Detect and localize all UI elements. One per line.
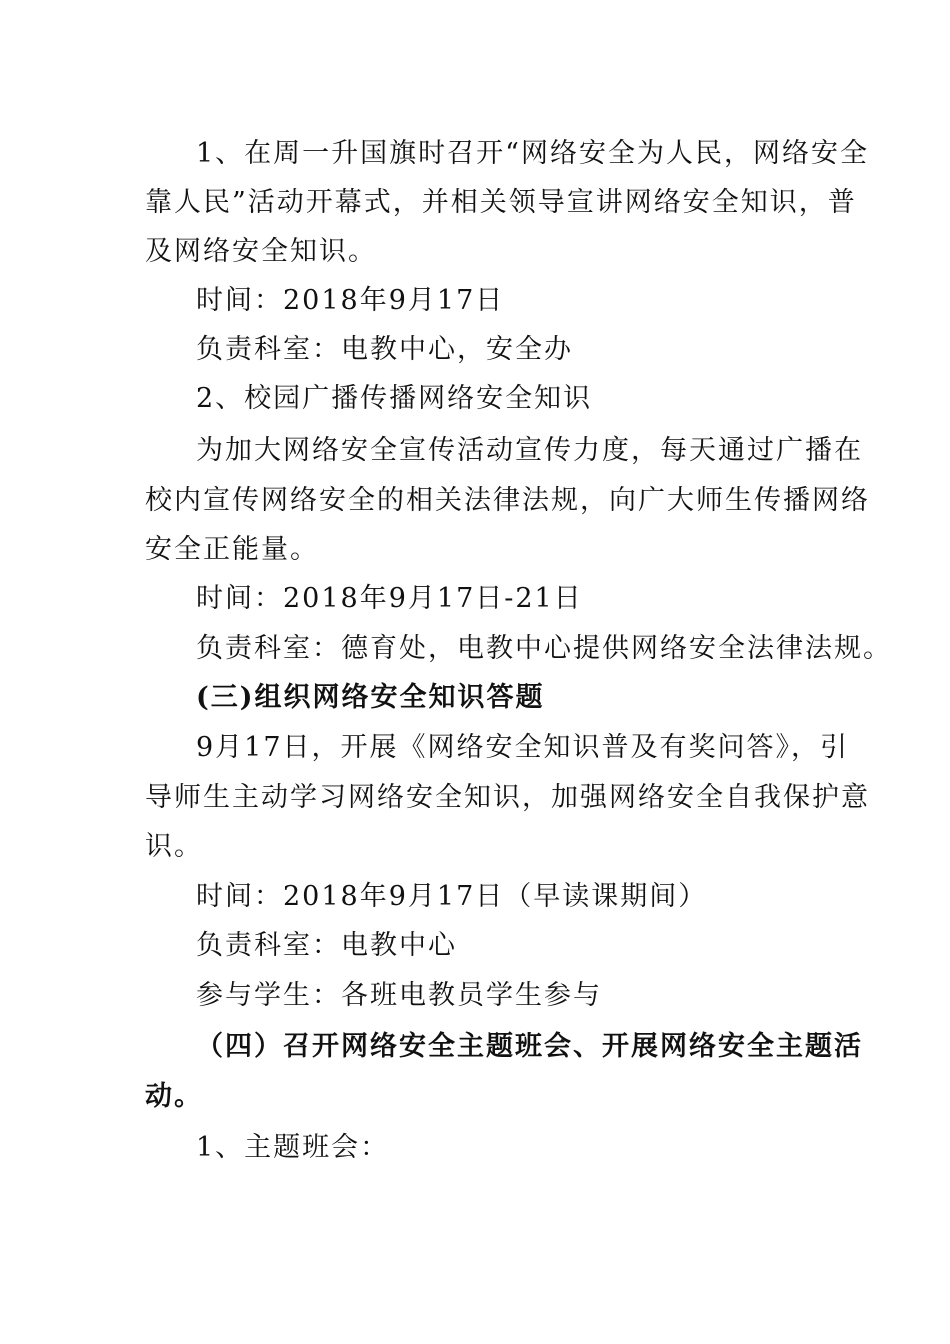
text-line-18: 参与学生：各班电教员学生参与 bbox=[196, 980, 602, 1011]
text-line-15: 识。 bbox=[145, 831, 203, 862]
text-line-13: 9月17日，开展《网络安全知识普及有奖问答》，引 bbox=[196, 732, 850, 763]
text-line-6: 2、校园广播传播网络安全知识 bbox=[196, 383, 593, 414]
text-line-16: 时间：2018年9月17日（早读课期间） bbox=[196, 881, 708, 912]
text-line-17: 负责科室：电教中心 bbox=[196, 930, 457, 961]
text-line-7: 为加大网络安全宣传活动宣传力度，每天通过广播在 bbox=[196, 435, 863, 466]
section-heading-4: （四）召开网络安全主题班会、开展网络安全主题活 bbox=[196, 1031, 863, 1062]
text-line-9: 安全正能量。 bbox=[145, 534, 319, 565]
text-line-21: 1、主题班会： bbox=[196, 1132, 390, 1163]
section-heading-4-cont: 动。 bbox=[145, 1081, 203, 1112]
text-line-8: 校内宣传网络安全的相关法律法规，向广大师生传播网络 bbox=[145, 485, 870, 516]
text-line-4: 时间：2018年9月17日 bbox=[196, 285, 505, 316]
text-line-10: 时间：2018年9月17日-21日 bbox=[196, 583, 583, 614]
text-line-5: 负责科室：电教中心，安全办 bbox=[196, 334, 573, 365]
text-line-1: 1、在周一升国旗时召开“网络安全为人民，网络安全 bbox=[196, 138, 869, 169]
section-heading-3: (三)组织网络安全知识答题 bbox=[196, 682, 545, 713]
text-line-2: 靠人民”活动开幕式，并相关领导宣讲网络安全知识，普 bbox=[145, 187, 857, 218]
text-line-14: 导师生主动学习网络安全知识，加强网络安全自我保护意 bbox=[145, 782, 870, 813]
text-line-3: 及网络安全知识。 bbox=[145, 236, 377, 267]
text-line-11: 负责科室：德育处，电教中心提供网络安全法律法规。 bbox=[196, 633, 892, 664]
